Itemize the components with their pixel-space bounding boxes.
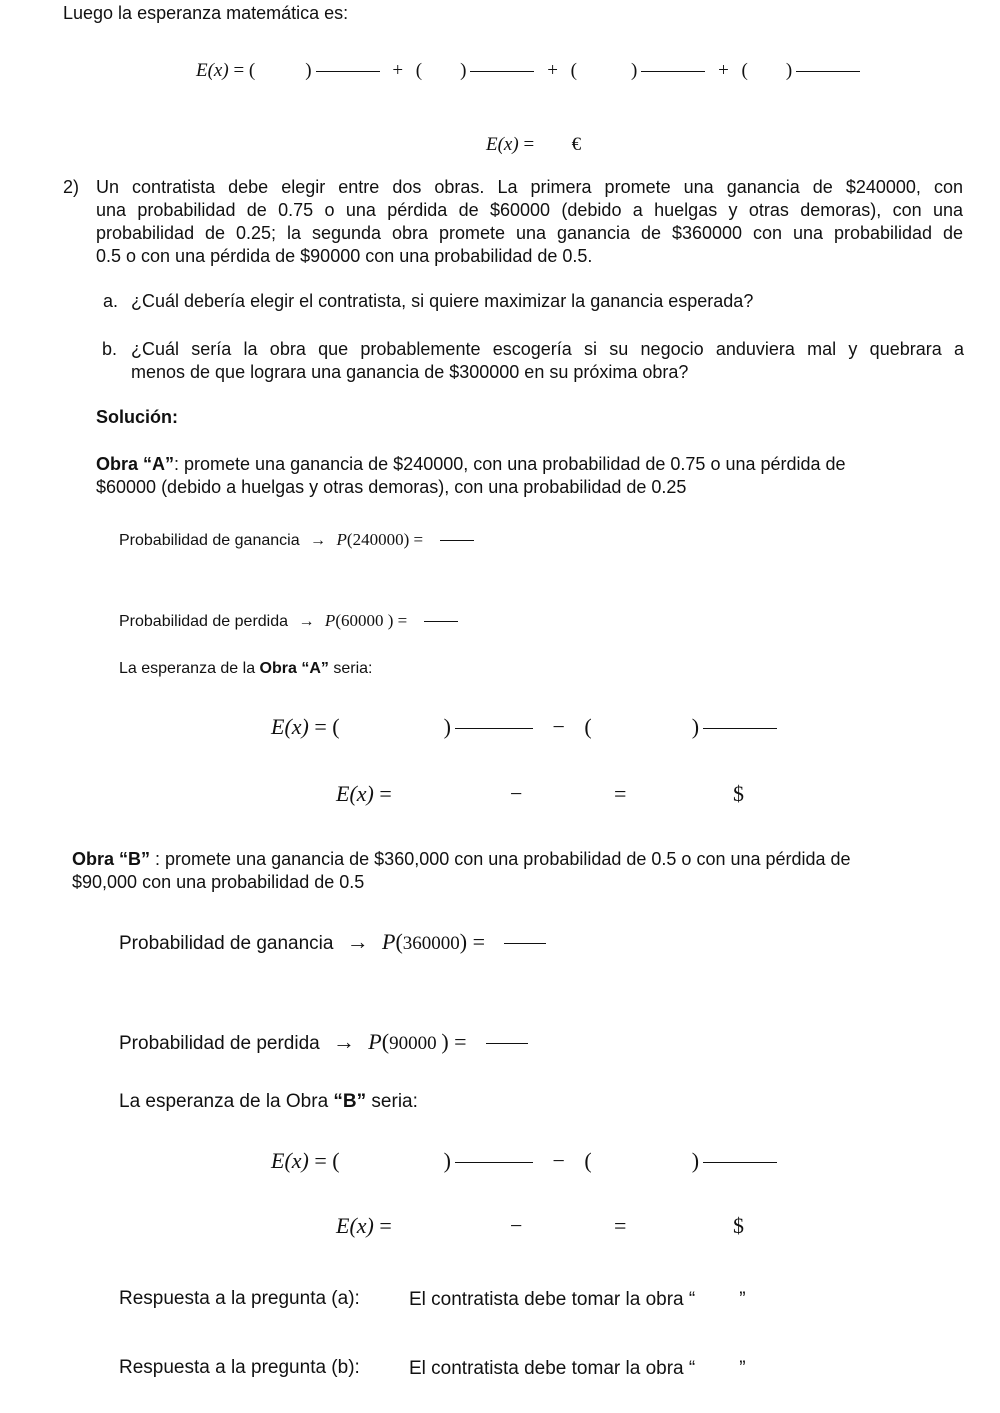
answer-a-text [409,1288,746,1312]
obra-b-prob-gain-value: 360000 [402,933,460,954]
ex1-open-1: ( [248,60,256,81]
obra-a-formula-open-2: ( [584,714,592,739]
obra-b-prob-gain-blank[interactable] [504,943,546,944]
answer-a-label: Respuesta a la pregunta (a): [119,1288,360,1309]
obra-a-desc-line-1: : promete una ganancia de $240000, con una probabilidad de 0.75 o una pérdida de [174,454,846,474]
obra-a-formula-blank-2[interactable] [592,721,692,738]
obra-b-formula-open-1: ( [332,1148,340,1173]
ex1-line-4 [796,71,860,72]
obra-a-desc-line-2: $60000 (debido a huelgas y otras demoras), con una probabilidad de 0.25 [96,477,687,497]
ex1-open-3: ( [570,60,577,81]
obra-a-result-minus: − [510,781,523,806]
ex1-result-blank[interactable] [539,137,567,154]
obra-a-expect-suffix: seria: [328,660,373,677]
obra-a-formula-eq: = [314,714,327,739]
arrow-icon: → [346,929,369,954]
obra-a-formula-lhs: E(x) [271,714,309,739]
question-a-text: ¿Cuál debería elegir el contratista, si quiere maximizar la ganancia esperada? [131,291,754,311]
obra-b-result-eq: = [379,1213,392,1238]
obra-b-formula-lhs: E(x) [271,1148,309,1173]
ex1-blank-3[interactable] [577,63,631,80]
ex1-plus-3: + [718,60,729,81]
ex1-result-eq: = [523,134,535,155]
ex1-close-3: ) [631,60,638,81]
obra-b-formula-line-2 [703,1162,777,1163]
obra-a-result-lhs: E(x) [336,781,374,806]
obra-b-formula-eq: = [314,1148,327,1173]
obra-b-expect-prefix: La esperanza de la Obra [119,1091,334,1112]
obra-b-expect-suffix: seria: [366,1091,418,1112]
obra-b-prob-loss-expr: P(90000 ) = [368,1029,467,1054]
obra-a-formula-close-1: ) [443,714,451,739]
problem-line-4: 0.5 o con una pérdida de $90000 con una probabilidad de 0.5. [96,246,593,266]
obra-a-prob-gain-blank[interactable] [440,540,474,541]
equals-symbol: = [413,530,424,549]
ex1-line-1 [316,71,380,72]
obra-b-formula-close-2: ) [691,1148,700,1173]
question-a-marker: a. [103,291,119,311]
problem-line-3: probabilidad de 0.25; la segunda obra promete una ganancia de $360000 con una probabilidad de [96,223,963,243]
obra-b-formula-minus: − [552,1148,565,1173]
obra-a-formula-line-2 [703,728,777,729]
obra-b-formula-close-1: ) [443,1148,451,1173]
ex1-line-2 [470,71,534,72]
obra-b-prob-loss-blank[interactable] [486,1043,528,1044]
obra-b-expect-heading [119,1091,418,1113]
p-symbol: P [382,929,396,954]
obra-a-expect-heading [119,660,372,678]
obra-a-label: Obra “A” [96,454,175,474]
equals-symbol: = [397,611,408,630]
problem-statement [96,176,963,268]
obra-a-prob-loss-value: 60000 [340,611,388,630]
problem-line-1: Un contratista debe elegir entre dos obras. La primera promete una ganancia de $240000, con [96,177,963,197]
obra-a-prob-gain [119,530,474,550]
ex1-result [486,134,581,156]
obra-b-expect-name: “B” [333,1091,367,1112]
answer-b-blank[interactable] [695,1357,739,1381]
obra-a-formula-minus: − [552,714,565,739]
obra-a-desc [96,453,936,499]
answer-a-blank[interactable] [695,1288,739,1312]
ex1-blank-4[interactable] [748,63,786,80]
obra-a-formula-open-1: ( [332,714,340,739]
obra-b-prob-loss [119,1029,528,1055]
obra-a-formula-blank-1[interactable] [340,721,444,738]
ex1-open-2: ( [415,60,423,81]
p-symbol: P [324,611,336,630]
obra-a-result-currency: $ [733,781,744,806]
obra-b-result-minus: − [510,1213,523,1238]
ex1-line-3 [641,71,705,72]
problem-line-2: una probabilidad de 0.75 o una pérdida de $60000 (debido a huelgas y otras demoras), con una [96,200,963,220]
ex1-close-2: ) [460,60,467,81]
obra-a-expect-name: Obra “A” [259,660,329,677]
answer-a-close-quote: ” [739,1289,746,1310]
obra-a-result [336,781,392,807]
obra-b-formula-line-1 [455,1162,533,1163]
answer-a-text-main: El contratista debe tomar la obra “ [409,1289,696,1310]
p-symbol: P [336,530,347,549]
ex1-open-4: ( [741,60,748,81]
intro-line: Luego la esperanza matemática es: [63,3,349,23]
obra-a-formula-line-1 [455,728,533,729]
obra-b-desc-line-2: $90,000 con una probabilidad de 0.5 [72,872,365,892]
obra-a-prob-gain-value: 240000 [352,530,404,549]
question-b-line-1: ¿Cuál sería la obra que probablemente escogería si su negocio anduviera mal y quebrara a [131,339,964,359]
obra-b-formula-open-2: ( [584,1148,592,1173]
ex1-eq: = [233,60,245,81]
obra-a-prob-gain-expr: P(240000) = [336,530,424,549]
obra-b-prob-loss-label: Probabilidad de perdida [119,1033,320,1054]
obra-b-prob-gain-expr: P(360000) = [382,929,486,954]
arrow-icon: → [310,532,327,549]
obra-b-formula-blank-2[interactable] [592,1155,692,1172]
obra-a-result-eq: = [379,781,392,806]
obra-a-formula [271,714,777,740]
answer-b-text-main: El contratista debe tomar la obra “ [409,1358,696,1379]
obra-b-desc-line-1: : promete una ganancia de $360,000 con una probabilidad de 0.5 o con una pérdida de [150,849,851,869]
answer-b-label: Respuesta a la pregunta (b): [119,1357,360,1378]
arrow-icon: → [333,1029,355,1054]
ex1-currency: € [571,134,582,155]
equals-symbol: = [472,929,486,954]
obra-b-prob-loss-value: 90000 [389,1033,442,1054]
obra-b-formula-blank-1[interactable] [340,1155,444,1172]
obra-a-prob-loss-blank[interactable] [424,621,458,622]
ex1-close-1: ) [305,60,312,81]
obra-a-formula-close-2: ) [691,714,700,739]
obra-b-label: Obra “B” [72,849,151,869]
obra-b-formula [271,1148,777,1174]
question-b-marker: b. [102,339,118,359]
arrow-icon: → [298,613,315,630]
answer-b-close-quote: ” [739,1358,746,1379]
obra-b-prob-gain-label: Probabilidad de ganancia [119,933,334,954]
obra-a-prob-gain-label: Probabilidad de ganancia [119,532,300,549]
p-symbol: P [368,1029,382,1054]
answer-b-text [409,1357,746,1381]
ex1-blank-1[interactable] [255,63,305,80]
obra-a-prob-loss-label: Probabilidad de perdida [119,613,289,630]
question-b-line-2: menos de que lograra una ganancia de $300000 en su próxima obra? [131,362,689,382]
ex1-lhs: E(x) [196,60,229,81]
equals-symbol: = [454,1029,467,1054]
obra-a-prob-loss [119,611,458,631]
obra-b-result-lhs: E(x) [336,1213,374,1238]
obra-b-result-currency: $ [733,1213,744,1238]
problem-number: 2) [63,177,80,197]
ex1-formula [196,60,860,82]
ex1-blank-2[interactable] [422,63,460,80]
obra-b-prob-gain [119,929,546,955]
obra-a-prob-loss-expr: P(60000 ) = [324,611,408,630]
ex1-close-4: ) [785,60,793,81]
question-b-text [131,338,964,384]
obra-b-result [336,1213,392,1239]
ex1-plus-1: + [392,60,404,81]
ex1-result-lhs: E(x) [486,134,519,155]
ex1-plus-2: + [547,60,558,81]
obra-a-result-equals: = [614,781,627,806]
obra-b-result-equals: = [614,1213,627,1238]
solution-label: Solución: [96,407,178,427]
obra-a-expect-prefix: La esperanza de la [119,660,260,677]
obra-b-desc [72,848,851,894]
